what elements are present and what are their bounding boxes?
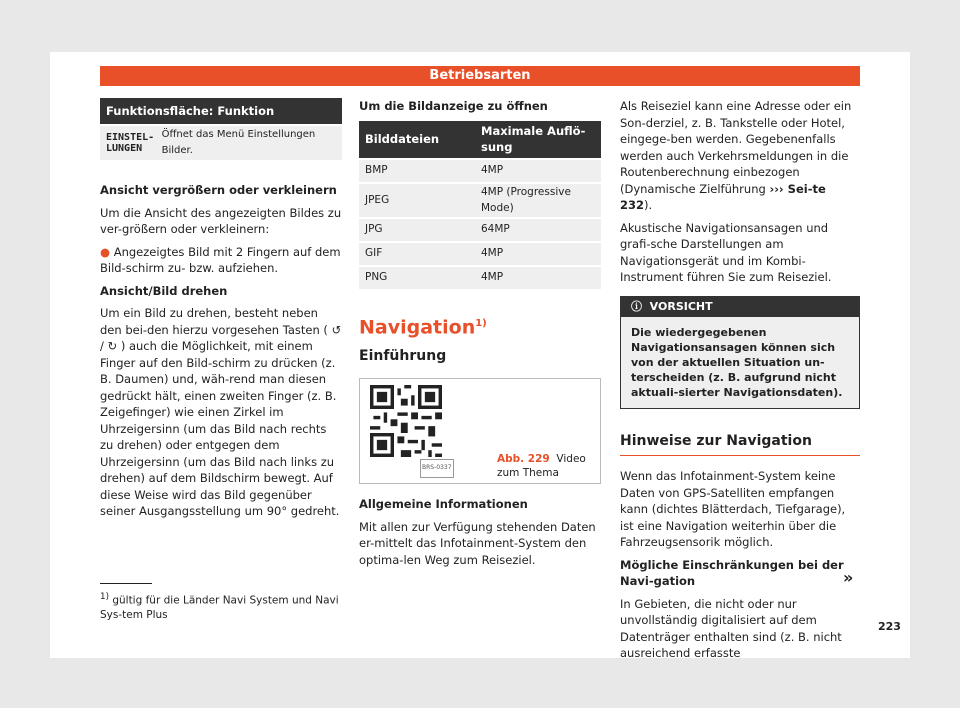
chapter-banner: Betriebsarten — [100, 66, 860, 86]
caution-text: Die wiedergegebenen Navigationsansagen können sich von der aktuellen Situation un-terscheiden (z. B. aufgrund nicht aktuali-sierter Navigationsdaten). — [621, 317, 859, 408]
destination-text-end: ). — [644, 198, 653, 212]
table-row — [359, 159, 601, 183]
zoom-paragraph: Um die Ansicht des angezeigten Bildes zu ver-größern oder verkleinern: — [100, 205, 342, 236]
column-1 — [100, 98, 342, 526]
section-title — [359, 313, 601, 338]
destination-text: Als Reiseziel kann eine Adresse oder ein Son-derziel, z. B. Tankstelle oder Hotel, eingege-ben werden. Gegebenenfalls werden auch Verkehrsmeldungen in die Routenberechnung einbezogen (Dynamische Zielführung — [620, 99, 852, 196]
rotate-heading: Ansicht/Bild drehen — [100, 283, 228, 298]
limits-paragraph: In Gebieten, die nicht oder nur unvollständig digitalisiert auf dem Datenträger enthalten sind (z. B. nicht ausreichend erfasste — [620, 596, 842, 660]
table-row — [359, 183, 601, 218]
table-row — [359, 218, 601, 242]
function-key — [100, 132, 162, 154]
acoustic-paragraph: Akustische Navigationsansagen und grafi-sche Darstellungen am Navigationsgerät und im Kombi-Instrument führen Sie zum Reiseziel. — [620, 220, 832, 284]
continue-icon: » — [843, 568, 854, 587]
general-paragraph: Mit allen zur Verfügung stehenden Daten er-mittelt das Infotainment-System den optima-len Weg zum Reiseziel. — [359, 519, 596, 567]
caution-box — [620, 296, 860, 409]
figure-text: Video zum Thema — [497, 453, 586, 480]
function-description: Öffnet das Menü Einstellungen Bilder. — [161, 128, 316, 156]
footnote-text: gültig für die Länder Navi System und Navi Sys-tem Plus — [100, 594, 339, 621]
footnote-divider — [100, 583, 152, 584]
format-cell: JPG — [365, 223, 383, 236]
table-row — [359, 242, 601, 266]
format-cell: BMP — [365, 164, 388, 177]
image-display-heading: Um die Bildanzeige zu öffnen — [359, 99, 548, 113]
figure-caption — [497, 452, 600, 480]
figure-label: Abb. 229 — [497, 453, 550, 466]
zoom-bullet-text: Angezeigtes Bild mit 2 Fingern auf dem Bild-schirm zu- bzw. aufziehen. — [100, 244, 341, 275]
qr-code-label: BRS-0337 — [420, 459, 454, 478]
function-key-line1: EINSTEL- — [106, 132, 155, 143]
column-3 — [620, 98, 860, 668]
page-reference-link[interactable]: ››› Sei-te 232 — [620, 181, 826, 212]
function-table — [100, 98, 342, 124]
resolution-cell: 4MP — [481, 164, 504, 177]
zoom-heading: Ansicht vergrößern oder verkleinern — [100, 183, 337, 197]
subsection-title: Einführung — [359, 347, 447, 364]
format-cell: JPEG — [365, 193, 390, 206]
footnote-ref: 1) — [475, 317, 487, 329]
page-number: 223 — [878, 620, 901, 633]
resolution-cell: 4MP — [481, 247, 504, 260]
footnote — [100, 590, 342, 622]
caution-title: VORSICHT — [649, 299, 713, 313]
function-table-header: Funktionsfläche: Funktion — [106, 103, 275, 118]
function-key-line2: LUNGEN — [106, 143, 143, 154]
zoom-bullet — [100, 244, 342, 277]
section-title-text: Navigation — [359, 315, 476, 338]
qr-code-icon — [370, 385, 442, 457]
limits-heading: Mögliche Einschränkungen bei der Navi-gation — [620, 557, 844, 588]
figure — [359, 378, 601, 484]
resolution-cell: 64MP — [481, 223, 510, 236]
format-col-header: Bilddateien — [365, 131, 440, 146]
caution-header — [621, 297, 859, 317]
bullet-icon: ● — [100, 244, 114, 259]
image-format-table — [359, 121, 601, 289]
footnote-marker: 1) — [100, 592, 109, 602]
general-heading: Allgemeine Informationen — [359, 497, 528, 512]
rotate-paragraph: Um ein Bild zu drehen, besteht neben den bei-den hierzu vorgesehen Tasten ( ↺ / ↻ ) auch die Möglichkeit, mit einem Finger auf den Bild-schirm zu drücken (z. B. Daumen) und, wäh-rend man diesen gedrückt hält, einen zweiten Finger (z. B. Zeigefinger) wie einen Zirkel im Uhrzeigersinn (um das Bild nach rechts zu drehen) oder entgegen dem Uhrzeigersinn (um das Bild nach links zu drehen) auf dem Bildschirm bewegt. Auf diese Weise wird das Bild gegenüber seiner Ausgangsstellung um 90° gedreht. — [100, 306, 342, 518]
format-cell: GIF — [365, 247, 383, 260]
caution-icon: ⓘ — [631, 299, 642, 313]
format-cell: PNG — [365, 271, 388, 284]
resolution-cell: 4MP (Progressive Mode) — [481, 185, 571, 214]
hints-heading: Hinweise zur Navigation — [620, 423, 860, 457]
destination-paragraph — [620, 98, 860, 214]
resolution-cell: 4MP — [481, 271, 504, 284]
table-row — [359, 266, 601, 289]
column-2 — [359, 98, 601, 574]
gps-paragraph: Wenn das Infotainment-System keine Daten von GPS-Satelliten empfangen kann (dichtes Blätterdach, Tiefgarage), ist eine Navigation weiterhin über die Fahrzeugsensorik möglich. — [620, 469, 846, 549]
function-table-row — [100, 126, 342, 160]
resolution-col-header: Maximale Auflö-sung — [481, 123, 586, 154]
